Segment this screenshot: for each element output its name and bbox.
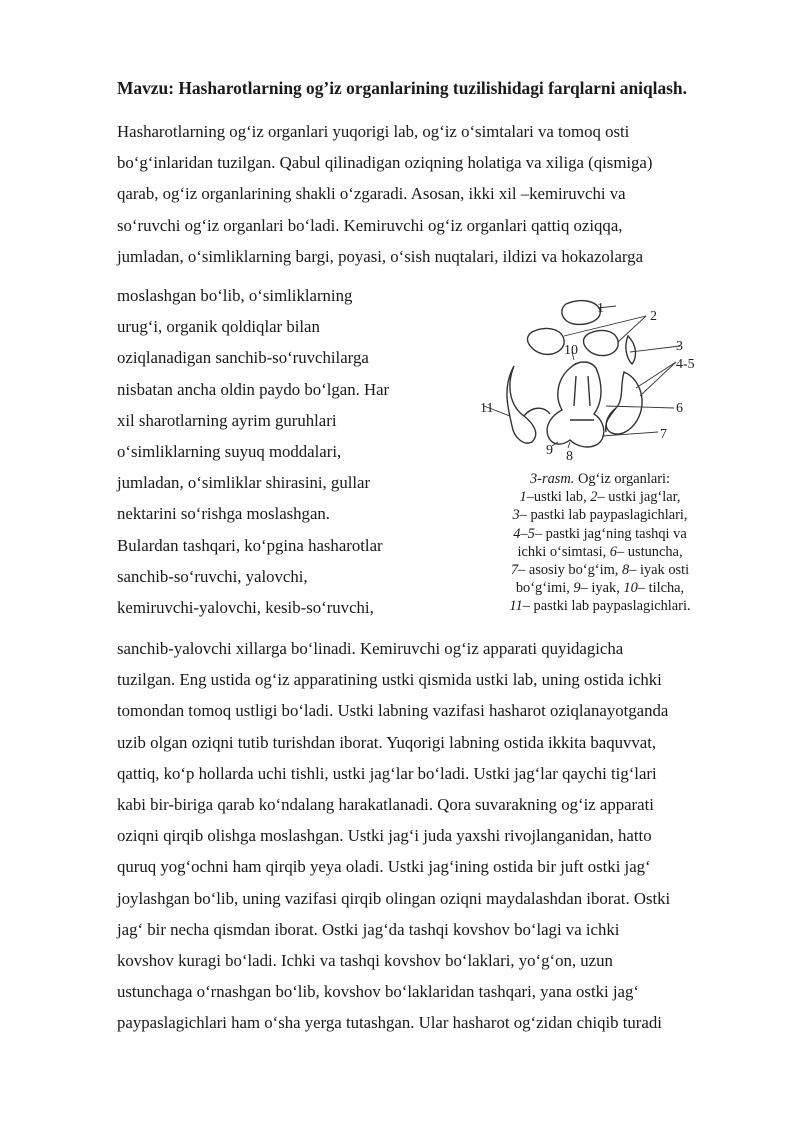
right-mandible-shape — [584, 330, 619, 355]
caption-text: –ustki lab, — [526, 489, 591, 506]
caption-prefix: 3-rasm. — [529, 471, 575, 487]
caption-number: 1 — [519, 489, 527, 506]
text-line: qarab, og‘iz organlarining shakli o‘zgaradi. Asosan, ikki xil –kemiruvchi va — [117, 184, 626, 204]
labium-shape — [547, 362, 604, 447]
figure-label: 2 — [650, 309, 657, 324]
text-line: kovshov kuragi bo‘ladi. Ichki va tashqi kovshov bo‘laklari, yo‘g‘on, uzun — [117, 951, 613, 971]
caption-text: ichki o‘simtasi, — [517, 543, 610, 560]
text-line: kabi bir-biriga qarab ko‘ndalang harakatlanadi. Qora suvarakning og‘iz apparati — [117, 795, 654, 815]
caption-heading: Og‘iz organlari: — [574, 471, 670, 487]
figure-caption — [468, 470, 732, 616]
caption-number: 11 — [509, 598, 523, 615]
text-line: nisbatan ancha oldin paydo bo‘lgan. Har — [117, 379, 390, 399]
labrum-shape — [562, 301, 600, 325]
left-mandible-shape — [528, 328, 565, 354]
intro-paragraph — [117, 116, 737, 272]
text-line: so‘ruvchi og‘iz organlari bo‘ladi. Kemiruvchi og‘iz organlari qattiq oziqqa, — [117, 215, 623, 235]
text-line: jag‘ bir necha qismdan iborat. Ostki jag‘da tashqi kovshov bo‘lagi va ichki — [117, 919, 620, 939]
figure-label: 11 — [480, 401, 494, 416]
text-line: urug‘i, organik qoldiqlar bilan — [117, 317, 320, 337]
figure-label: 8 — [566, 449, 573, 464]
figure-label: 9 — [546, 443, 553, 458]
caption-number: 10 — [623, 580, 638, 597]
text-line: bo‘g‘inlaridan tuzilgan. Qabul qilinadigan oziqning holatiga va xiliga (qismiga) — [117, 153, 653, 173]
caption-number: 9 — [573, 580, 581, 597]
wrapped-paragraph — [117, 280, 447, 623]
figure-label: 1 — [597, 301, 604, 316]
figure-label: 6 — [676, 401, 683, 416]
text-line: uzib olgan oziqni tutib turishdan iborat. Yuqorigi labning ostida ikkita baquvvat, — [117, 732, 657, 752]
caption-number: 6 — [609, 543, 617, 560]
text-line: qattiq, ko‘p hollarda uchi tishli, ustki jag‘lar bo‘ladi. Ustki jag‘lar qaychi tig‘lari — [117, 763, 657, 783]
caption-text: – iyak, — [580, 580, 624, 597]
caption-text: – pastki lab paypaslagichlari, — [519, 507, 688, 524]
text-line: xil sharotlarning ayrim guruhlari — [117, 410, 337, 430]
caption-number: 2 — [590, 489, 598, 506]
figure-label: 10 — [564, 343, 578, 358]
text-line: kemiruvchi-yalovchi, kesib-so‘ruvchi, — [117, 598, 374, 618]
text-line: ustunchaga o‘rnashgan bo‘lib, kovshov bo‘laklaridan tashqari, yana ostki jag‘ — [117, 982, 639, 1002]
caption-number: 3 — [512, 507, 520, 524]
text-line: tomondan tomoq ustligi bo‘ladi. Ustki labning vazifasi hasharot oziqlanayotganda — [117, 701, 669, 721]
caption-number: 8 — [621, 562, 630, 579]
caption-text: – asosiy bo‘g‘im, — [518, 562, 622, 579]
caption-text: bo‘g‘imi, — [515, 580, 574, 597]
caption-text: – ustki jag‘lar, — [597, 489, 681, 506]
caption-text: – tilcha, — [637, 580, 685, 597]
text-line: Hasharotlarning og‘iz organlari yuqorigi lab, og‘iz o‘simtalari va tomoq osti — [117, 122, 630, 141]
text-line: o‘simliklarning suyuq moddalari, — [117, 442, 342, 462]
figure-label: 4-5 — [676, 357, 695, 372]
text-line: oziqni qirqib olishga moslashgan. Ustki jag‘i juda yaxshi rivojlanganidan, hatto — [117, 826, 652, 846]
page-title: Mavzu: Hasharotlarning og’iz organlarining tuzilishidagi farqlarni aniqlash. — [117, 78, 687, 98]
text-line: jumladan, o‘simliklar shirasini, gullar — [117, 473, 371, 493]
text-line: nektarini so‘rishga moslashgan. — [117, 504, 330, 524]
caption-text: – pastki jag‘ning tashqi va — [534, 525, 687, 542]
text-line: sanchib-so‘ruvchi, yalovchi, — [117, 566, 308, 586]
text-line: joylashgan bo‘lib, uning vazifasi qirqib olingan oziqni maydalashdan iborat. Ostki — [117, 888, 671, 908]
main-paragraph — [117, 633, 737, 1039]
text-line: Bulardan tashqari, ko‘pgina hasharotlar — [117, 535, 383, 555]
text-line: paypaslagichlari ham o‘sha yerga tutashgan. Ular hasharot og‘zidan chiqib turadi — [117, 1013, 662, 1033]
text-line: jumladan, o‘simliklarning bargi, poyasi, o‘sish nuqtalari, ildizi va hokazolarga — [117, 246, 644, 266]
text-line: oziqlanadigan sanchib-so‘ruvchilarga — [117, 348, 369, 368]
caption-text: – iyak osti — [629, 562, 690, 579]
left-maxilla-shape — [507, 366, 536, 443]
caption-number: 4–5 — [513, 525, 535, 542]
text-line: sanchib-yalovchi xillarga bo‘linadi. Kemiruvchi og‘iz apparati quyidagicha — [117, 639, 624, 658]
figure-label: 3 — [676, 339, 683, 354]
palp-shape — [626, 336, 636, 364]
text-line: tuzilgan. Eng ustida og‘iz apparatining ustki qismida ustki lab, uning ostida ichki — [117, 670, 662, 690]
right-maxilla-shape — [606, 372, 642, 434]
figure-label: 7 — [660, 427, 667, 442]
caption-number: 7 — [510, 562, 519, 579]
caption-text: – pastki lab paypaslagichlari. — [522, 598, 691, 615]
text-line: quruq yog‘ochni ham qirqib yeya oladi. Ustki jag‘ining ostida bir juft ostki jag‘ — [117, 857, 651, 877]
text-line: moslashgan bo‘lib, o‘simliklarning — [117, 286, 353, 305]
caption-text: – ustuncha, — [617, 543, 683, 560]
